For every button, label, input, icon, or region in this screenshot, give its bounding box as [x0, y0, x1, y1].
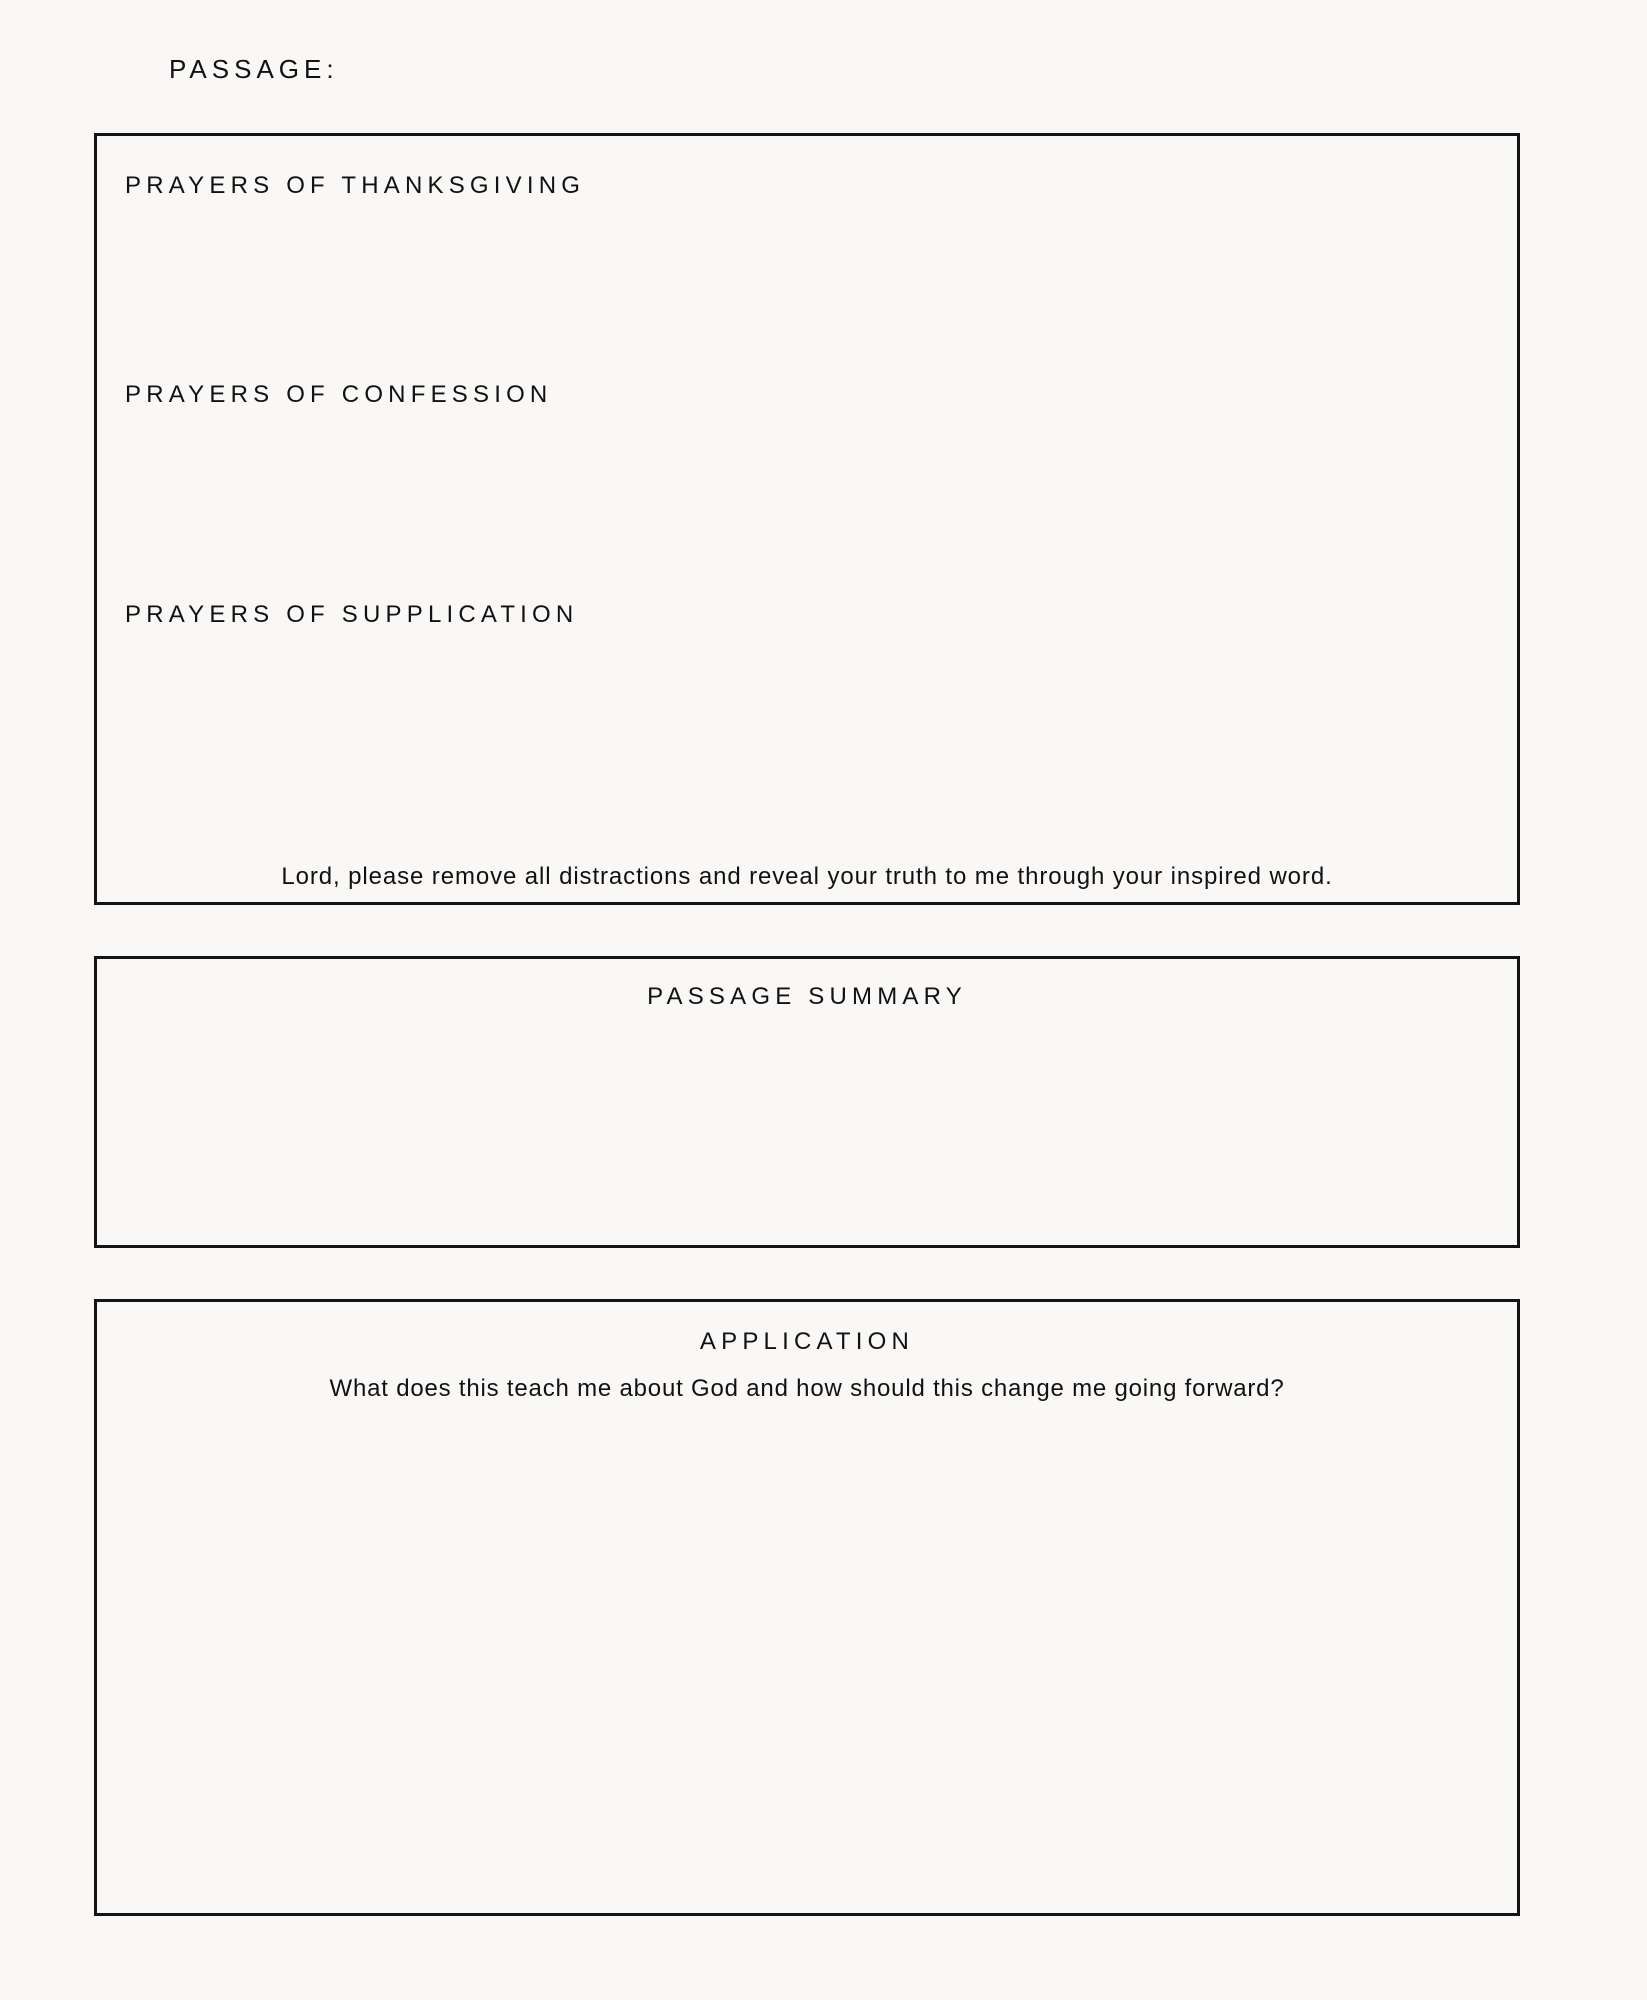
supplication-heading: PRAYERS OF SUPPLICATION [125, 601, 579, 628]
application-prompt: What does this teach me about God and how should this change me going forward? [329, 1375, 1285, 1402]
thanksgiving-heading: PRAYERS OF THANKSGIVING [125, 172, 586, 199]
passage-summary-heading: PASSAGE SUMMARY [647, 983, 967, 1010]
confession-writing-area[interactable] [125, 426, 1489, 586]
confession-heading: PRAYERS OF CONFESSION [125, 381, 553, 408]
passage-label: PASSAGE: [169, 54, 339, 84]
summary-writing-area[interactable] [125, 1029, 1489, 1229]
application-heading: APPLICATION [699, 1328, 915, 1355]
application-writing-area[interactable] [125, 1422, 1489, 1892]
thanksgiving-writing-area[interactable] [125, 216, 1489, 366]
supplication-writing-area[interactable] [125, 646, 1489, 846]
closing-prayer-text: Lord, please remove all distractions and reveal your truth to me through your inspired word. [281, 863, 1333, 890]
application-box [94, 1299, 1520, 1916]
passage-summary-box [94, 956, 1520, 1248]
prayers-box [94, 133, 1520, 905]
